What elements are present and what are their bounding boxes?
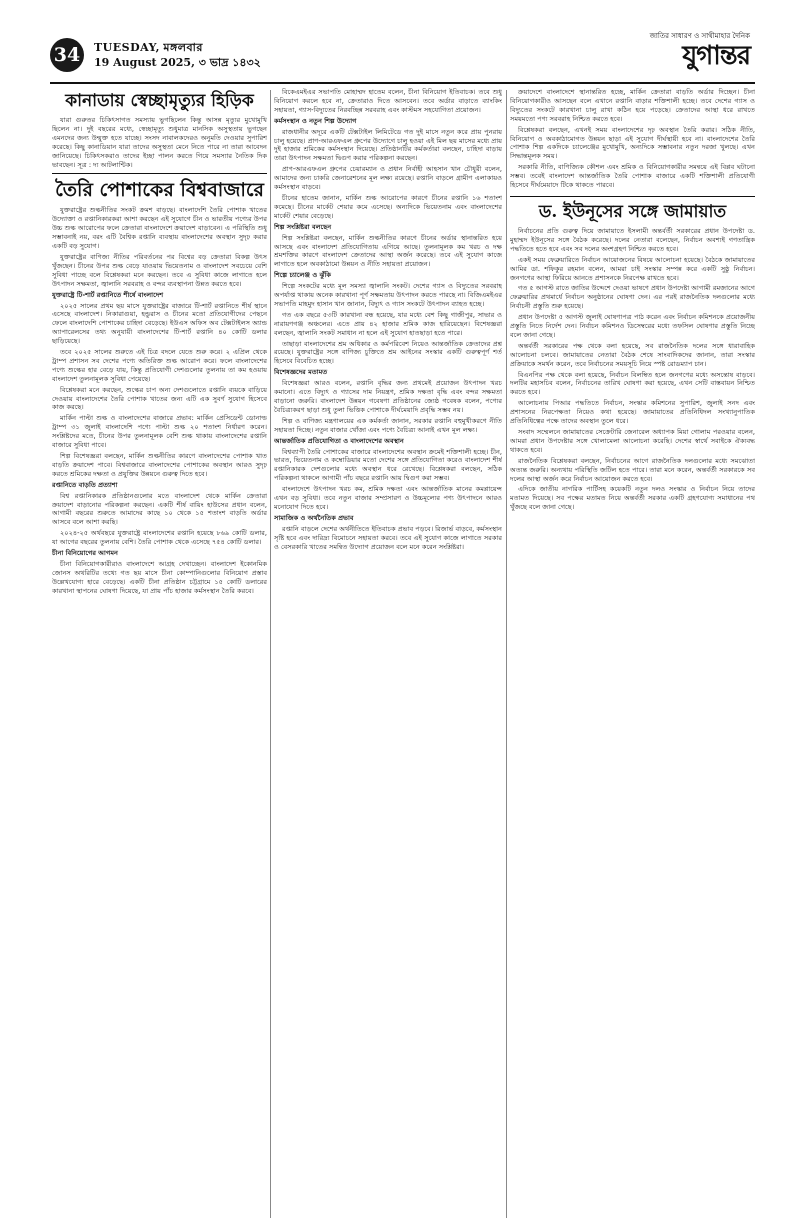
dateline xyxy=(94,40,394,70)
article-paragraph: বিএনপির পক্ষ থেকে বলা হয়েছে, নির্বাচন বিলম্বিত হলে জনগণের মধ্যে অসন্তোষ বাড়বে। দলটির মহাসচিব বলেন, নির্বাচনের তারিখ ঘোষণা করা হয়েছে, এখন সেটি বাস্তবায়ন নিশ্চিত করতে হবে। xyxy=(510,370,755,397)
headline-canada-euthanasia: কানাডায় স্বেচ্ছামৃত্যুর হিড়িক xyxy=(65,91,254,111)
column-divider xyxy=(506,90,507,1218)
subheading: যুক্তরাষ্ট্রে টি-শার্ট রপ্তানিতে শীর্ষে বাংলাদেশ xyxy=(52,290,164,299)
issue-date: 19 August 2025, ৩ ভাদ্র ১৪৩২ xyxy=(94,56,261,69)
article-paragraph: অন্তর্বর্তী সরকারের পক্ষ থেকে বলা হয়েছে, সব রাজনৈতিক দলের সঙ্গে ধারাবাহিক আলোচনা চলবে। জামায়াতের নেতারা বৈঠক শেষে সাংবাদিকদের জানান, তারা সংস্কার প্রক্রিয়াকে সমর্থন করেন, তবে নির্বাচনের সময়সূচি নিয়ে স্পষ্ট রোডম্যাপ চান। xyxy=(510,341,755,368)
column-right xyxy=(510,88,755,1218)
column-middle xyxy=(274,88,502,1218)
logo-tagline: জাতির সাধারণ ও সাথীমাহার দৈনিক xyxy=(649,32,750,40)
article-paragraph: রাজনৈতিক বিশ্লেষকরা বলছেন, নির্বাচনের আগে রাজনৈতিক দলগুলোর মধ্যে সমঝোতা অত্যন্ত জরুরি। অন্যথায় পরিস্থিতি জটিল হতে পারে। তারা মনে করেন, অন্তর্বর্তী সরকারকে সব দলের আস্থা অর্জন করে নির্বাচন আয়োজন করতে হবে। xyxy=(510,456,755,483)
headline-garments-world-market: তৈরি পোশাকের বিশ্ববাজারে xyxy=(52,173,267,202)
subheading: শিল্পে চ্যালেঞ্জ ও ঝুঁকি xyxy=(274,271,331,280)
article-paragraph: বিকেএমইএর সভাপতি মোহাম্মদ হাতেম বলেন, চীনা বিনিয়োগ ইতিবাচক। তবে শুধু বিনিয়োগ করলে হবে না, ক্রেতারাও দিতে আসবেন। তবে অর্ডার বাড়াতে ব্যাংকিং সহায়তা, গ্যাস-বিদ্যুতের নিরবচ্ছিন্ন সরবরাহ এবং কাস্টমস সহযোগিতা প্রয়োজন। xyxy=(274,88,502,114)
article-paragraph: মার্কিন পাল্টা শুল্ক ও বাংলাদেশের বাজারে প্রভাব: মার্কিন প্রেসিডেন্ট ডোনাল্ড ট্রাম্প ৩১ জুলাই বাংলাদেশি পণ্যে পাল্টা শুল্ক ২০ শতাংশ নির্ধারণ করেন। সংশ্লিষ্টদের মতে, চীনের উপর তুলনামূলক বেশি শুল্ক থাকায় বাংলাদেশের রপ্তানি বাজারে সুবিধা পাবে। xyxy=(52,414,267,450)
article-paragraph: যুক্তরাষ্ট্রের বাণিজ্য নীতির পরিবর্তনের পর বিশ্বের বড় ক্রেতারা বিকল্প উৎস খুঁজছেন। চীনের উপর শুল্ক বেড়ে যাওয়ায় ভিয়েতনাম ও বাংলাদেশ সবচেয়ে বেশি সুবিধা পাচ্ছে বলে বিশ্লেষকরা মনে করছেন। তবে এ সুবিধা কাজে লাগাতে হলে উৎপাদন সক্ষমতা, জ্বালানি সরবরাহ ও বন্দর ব্যবস্থাপনা উন্নত করতে হবে। xyxy=(52,252,267,288)
article-paragraph: বাংলাদেশে উৎপাদন খরচ কম, শ্রমিক দক্ষতা এবং আন্তর্জাতিক মানের কমপ্লায়েন্স এখন বড় সুবিধা। তবে নতুন বাজার সম্প্রসারণ ও উচ্চমূল্যের পণ্য উৎপাদনে আরও মনোযোগ দিতে হবে। xyxy=(274,485,502,511)
subheading: রপ্তানিতে বাড়তি প্রত্যাশা xyxy=(52,480,118,489)
masthead-rule xyxy=(50,82,755,84)
article-paragraph: রাজধানীর অদূরে একটি টেক্সটাইল লিমিটেডে গত দুই মাসে নতুন করে প্রায় পুনরায় চালু হয়েছে। প্রাণ-আরএফএল গ্রুপের উদ্যোগে চালু হওয়া এই মিল ছয় মাসের মধ্যে প্রায় দুই হাজার শ্রমিকের কর্মসংস্থান দিয়েছে। প্রতিষ্ঠানটির কর্মকর্তারা বলছেন, চাহিদা বাড়ায় তারা উৎপাদন সক্ষমতা দ্বিগুণ করার পরিকল্পনা করছেন। xyxy=(274,127,502,163)
masthead xyxy=(50,32,750,78)
weekday-bn: মঙ্গলবার xyxy=(163,41,203,54)
subheading: শিল্প সংশ্লিষ্টরা বলছেন xyxy=(274,222,332,231)
article-paragraph: শিল্পে সংকটের মধ্যে মূল সমস্যা জ্বালানি সংকট। দেশের গ্যাস ও বিদ্যুতের সরবরাহ অপর্যাপ্ত থাকায় অনেক কারখানা পূর্ণ সক্ষমতায় উৎপাদন করতে পারছে না। বিজিএমইএর সভাপতি মাহমুদ হাসান খান জানান, বিদ্যুৎ ও গ্যাস সংকটে উৎপাদন ব্যাহত হচ্ছে। xyxy=(274,282,502,308)
article-paragraph: শিল্প সংশ্লিষ্টরা বলছেন, মার্কিন শুল্কনীতির কারণে চীনের অর্ডার স্থানান্তরিত হয়ে আসছে এবং বাংলাদেশ প্রতিযোগিতায় এগিয়ে আছে। তুলনামূলক কম খরচ ও দক্ষ শ্রমশক্তির কারণে বাংলাদেশ ক্রেতাদের আস্থা অর্জন করেছে। তবে এই সুযোগ কাজে লাগাতে হলে অবকাঠামো উন্নয়ন ও নীতি সহায়তা প্রয়োজন। xyxy=(274,233,502,269)
article-paragraph: শিল্প বিশেষজ্ঞরা বলছেন, মার্কিন শুল্কনীতির কারণে বাংলাদেশের পোশাক খাত বাড়তি ক্রয়াদেশ পাবে। বিশ্ববাজারে বাংলাদেশের পোশাকের অবস্থান আরও সুদৃঢ় করতে শ্রমিকের দক্ষতা ও প্রযুক্তির উন্নয়নে গুরুত্ব দিতে হবে। xyxy=(52,452,267,478)
article-paragraph: রপ্তানি বাড়লে দেশের অর্থনীতিতে ইতিবাচক প্রভাব পড়বে। রিজার্ভ বাড়বে, কর্মসংস্থান সৃষ্টি হবে এবং দারিদ্র্য বিমোচনে সহায়তা করবে। তবে এই সুযোগ কাজে লাগাতে সরকার ও বেসরকারি খাতের সমন্বিত উদ্যোগ প্রয়োজন বলে মনে করেন সংশ্লিষ্টরা। xyxy=(274,524,502,551)
article-paragraph: প্রাণ-আরএফএল গ্রুপের চেয়ারম্যান ও প্রধান নির্বাহী আহসান খান চৌধুরী বলেন, আমাদের জন্য চাকরি জেনারেশনের মূল লক্ষ্য রয়েছে। রপ্তানি বাড়লে গ্রামীণ এলাকায়ও কর্মসংস্থান বাড়বে। xyxy=(274,165,502,192)
article-paragraph: ২০২৫ সালের প্রথম ছয় মাসে যুক্তরাষ্ট্রের বাজারে টি-শার্ট রপ্তানিতে শীর্ষ স্থানে এসেছে বাংলাদেশ। নিকারাগুয়া, হন্ডুরাস ও চীনের মতো প্রতিযোগীদের পেছনে ফেলে বাংলাদেশি পোশাকের চাহিদা বেড়েছে। ইউএস অফিস অব টেক্সটাইলস অ্যান্ড অ্যাপারেলসের তথ্য অনুযায়ী বাংলাদেশের টি-শার্ট রপ্তানি ৪০ কোটি ডলার ছাড়িয়েছে। xyxy=(52,301,267,346)
article-paragraph: একই সময় ফেব্রুয়ারিতে নির্বাচন আয়োজনের বিষয়ে আলোচনা হয়েছে। বৈঠকে জামায়াতের আমির ডা. শফিকুর রহমান বলেন, আমরা চাই সংস্কার সম্পন্ন করে একটি সুষ্ঠু নির্বাচন। জনগণের আস্থা ফিরিয়ে আনতে প্রশাসনকে নিরপেক্ষ রাখতে হবে। xyxy=(510,255,755,282)
article-paragraph: সরকারি নীতি, বাণিজ্যিক কৌশল এবং শ্রমিক ও বিনিয়োগকারীর সমন্বয়ে এই বিপ্লব ঘটানো সম্ভব। তবেই বাংলাদেশ আন্তর্জাতিক তৈরি পোশাক বাজারে একটি শক্তিশালী প্রতিযোগী হিসেবে দীর্ঘমেয়াদে টিকে থাকতে পারবে। xyxy=(510,163,755,190)
article-paragraph: চীনের হাতেম জানান, মার্কিন শুল্ক আরোপের কারণে চীনের রপ্তানি ১৬ শতাংশ কমেছে। চীনের মার্কেট শেয়ার কমে এসেছে। অন্যদিকে ভিয়েতনাম এবং বাংলাদেশের মার্কেট শেয়ার বেড়েছে। xyxy=(274,193,502,220)
article-paragraph: শিল্প ও বাণিজ্য মন্ত্রণালয়ের এক কর্মকর্তা জানান, সরকার রপ্তানি বহুমুখীকরণে নীতি সহায়তা দিচ্ছে। নতুন বাজার খোঁজা এবং পণ্যে বৈচিত্র্য আনাই এখন মূল লক্ষ্য। xyxy=(274,416,502,434)
column-divider xyxy=(270,90,271,1218)
newspaper-logo-block xyxy=(600,32,750,71)
subheading: চীনা বিনিয়োগের আগমন xyxy=(52,549,118,558)
article-paragraph: প্রধান উপদেষ্টা ৫ আগস্ট জুলাই ঘোষণাপত্র পাঠ করেন এবং নির্বাচন কমিশনকে প্রয়োজনীয় প্রস্তুতি নিতে নির্দেশ দেন। নির্বাচন কমিশনও ডিসেম্বরের মধ্যে তফসিল ঘোষণার প্রস্তুতি নিচ্ছে বলে জানা গেছে। xyxy=(510,313,755,339)
column-left xyxy=(52,88,267,1218)
article-paragraph: বিশ্ব রপ্তানিকারক প্রতিষ্ঠানগুলোর মতে বাংলাদেশ থেকে মার্কিন ক্রেতারা ক্রয়াদেশ বাড়ানোর পরিকল্পনা করছেন। একটি শীর্ষ বায়িং হাউসের প্রধান বলেন, আগামী বছরের শুরুতে আমাদের কাছে ১০ থেকে ১৫ শতাংশ বাড়তি অর্ডার আসবে বলে আশা করছি। xyxy=(52,491,267,527)
newspaper-logo: যুগান্তর xyxy=(682,41,750,71)
subheading: বিশেষজ্ঞদের মতামত xyxy=(274,368,328,377)
article-paragraph: তাছাড়া বাংলাদেশের শ্রম অধিকার ও কর্মপরিবেশ নিয়েও আন্তর্জাতিক ক্রেতাদের প্রশ্ন রয়েছে। যুক্তরাষ্ট্রের সঙ্গে বাণিজ্য চুক্তিতে শ্রম আইনের সংস্কার একটি গুরুত্বপূর্ণ শর্ত হিসেবে বিবেচিত হচ্ছে। xyxy=(274,339,502,366)
article-paragraph: আলোচনায় পিআর পদ্ধতিতে নির্বাচন, সংস্কার কমিশনের সুপারিশ, জুলাই সনদ এবং প্রশাসনের নিরপেক্ষতা নিয়েও কথা হয়েছে। জামায়াতের প্রতিনিধিদল সংখ্যানুপাতিক প্রতিনিধিত্বের পক্ষে তাদের অবস্থান তুলে ধরে। xyxy=(510,399,755,426)
article-paragraph: গত ৫ আগস্ট রাতে জাতির উদ্দেশে দেওয়া ভাষণে প্রধান উপদেষ্টা আগামী রমজানের আগে ফেব্রুয়ারির প্রথমার্ধে নির্বাচন অনুষ্ঠানের ঘোষণা দেন। এর পরই রাজনৈতিক দলগুলোর মধ্যে নির্বাচনী প্রস্তুতি শুরু হয়েছে। xyxy=(510,284,755,311)
weekday-en: TUESDAY, xyxy=(94,41,160,54)
headline-yunus-jamaat: ড. ইউনূসের সঙ্গে জামায়াত xyxy=(510,196,755,223)
article-paragraph: সংবাদ সম্মেলনে জামায়াতের সেক্রেটারি জেনারেল অধ্যাপক মিয়া গোলাম পরওয়ার বলেন, আমরা প্রধান উপদেষ্টার সঙ্গে খোলামেলা আলোচনা করেছি। দেশের স্বার্থে সবাইকে ঐক্যবদ্ধ থাকতে হবে। xyxy=(510,428,755,454)
subheading: কর্মসংস্থান ও নতুন শিল্প উদ্যোগ xyxy=(274,116,357,125)
article-paragraph: যুক্তরাষ্ট্রের শুল্কনীতির সংকট ক্রমশ বাড়ছে। বাংলাদেশি তৈরি পোশাক খাতের উদ্যোক্তা ও রপ্তানিকারকরা আশা করছেন এই সুযোগে চীন ও ভারতীয় পণ্যের উপর উচ্চ শুল্ক আরোপের ফলে ক্রেতারা বাংলাদেশে ক্রয়াদেশ বাড়াবেন। এ পরিস্থিতি শুধু সম্ভাবনাই নয়, বরং এটি বৈশ্বিক রপ্তানি ব্যবস্থায় বাংলাদেশের অবস্থান সুদৃঢ় করার একটি বড় সুযোগ। xyxy=(52,206,267,251)
article-paragraph: বিশেষজ্ঞরা আরও বলেন, রপ্তানি বৃদ্ধির জন্য প্রথমেই প্রয়োজন উৎপাদন খরচ কমানো। এতে বিদ্যুৎ ও গ্যাসের দাম নিয়ন্ত্রণ, শ্রমিক দক্ষতা বৃদ্ধি এবং বন্দর সক্ষমতা বাড়ানো জরুরি। বাংলাদেশ উন্নয়ন গবেষণা প্রতিষ্ঠানের জ্যেষ্ঠ গবেষক বলেন, পণ্যের বৈচিত্র্যকরণ ছাড়া শুধু তুলা ভিত্তিক পোশাকে দীর্ঘমেয়াদি প্রবৃদ্ধি সম্ভব নয়। xyxy=(274,379,502,414)
article-paragraph: নির্বাচনের প্রতি গুরুত্ব দিয়ে জামায়াতে ইসলামী অন্তর্বর্তী সরকারের প্রধান উপদেষ্টা ড. মুহাম্মদ ইউনূসের সঙ্গে বৈঠক করেছে। দলের নেতারা বলেছেন, নির্বাচন অবশ্যই গণতান্ত্রিক পদ্ধতিতে হতে হবে এবং সব দলের অংশগ্রহণ নিশ্চিত করতে হবে। xyxy=(510,226,755,253)
subheading: আন্তর্জাতিক প্রতিযোগিতা ও বাংলাদেশের অবস্থান xyxy=(274,436,404,445)
subheading: সামাজিক ও অর্থনৈতিক প্রভাব xyxy=(274,513,354,522)
article-paragraph: ক্রয়াদেশে বাংলাদেশে স্থানান্তরিত হচ্ছে, মার্কিন ক্রেতারা বাড়তি অর্ডার দিচ্ছেন। চীনা বিনিয়োগকারীও আসছেন বলে এখানে রপ্তানি বাড়ার শক্তিশালী হচ্ছে। তবে দেশের গ্যাস ও বিদ্যুতের সংকটে কারখানা চালু রাখা কঠিন হয়ে পড়েছে। ক্রেতাদের আস্থা ধরে রাখতে সময়মতো পণ্য সরবরাহ নিশ্চিত করতে হবে। xyxy=(510,88,755,123)
article-paragraph: যারা গুরুতর চিকিৎসাগত সমস্যায় ভুগছিলেন কিন্তু আসন্ন মৃত্যুর মুখোমুখি ছিলেন না। দুই বছরের মধ্যে, স্বেচ্ছামৃত্যু শুধুমাত্র মানসিক অসুস্থতায় ভুগছেন এমনদের জন্য উন্মুক্ত হতে যাচ্ছে। সংসদ নাবালকদেরও অনুমতি দেওয়ার সুপারিশ করেছে। কিছু কানাডিয়ান যারা তাদের অসুস্থতা মেনে নিতে পারে না তারা আবেদন জানিয়েছে। চিকিৎসকরাও তাদের ইচ্ছা পালন করতে গিয়ে সমস্যার নৈতিক দিক ভাবছেন। সূত্র : দ্য আটলান্টিক। xyxy=(52,116,267,169)
article-paragraph: বিশ্লেষকরা বলছেন, এখনই সময় বাংলাদেশের দৃঢ় অবস্থান তৈরি করার। সঠিক নীতি, বিনিয়োগ ও অবকাঠামোগত উন্নয়ন ছাড়া এই সুযোগ দীর্ঘস্থায়ী হবে না। বাংলাদেশের তৈরি পোশাক শিল্প একদিকে চ্যালেঞ্জের মুখোমুখি, অন্যদিকে সম্ভাবনার নতুন দরজা খুলছে। এখন সিদ্ধান্তমূলক সময়। xyxy=(510,125,755,161)
article-paragraph: এদিকে জাতীয় নাগরিক পার্টিসহ কয়েকটি নতুন দলও সংস্কার ও নির্বাচন নিয়ে তাদের মতামত দিয়েছে। সব পক্ষের মতামত নিয়ে অন্তর্বর্তী সরকার একটি গ্রহণযোগ্য সমাধানের পথ খুঁজছে বলে জানা গেছে। xyxy=(510,485,755,512)
article-paragraph: গত এক বছরে ৫৩টি কারখানা বন্ধ হয়েছে, যার মধ্যে বেশ কিছু গাজীপুর, সাভার ও নারায়ণগঞ্জ অঞ্চলের। এতে প্রায় ৪২ হাজার শ্রমিক কাজ হারিয়েছেন। বিশেষজ্ঞরা বলছেন, জ্বালানি সংকট সমাধান না হলে এই সুযোগ হাতছাড়া হতে পারে। xyxy=(274,310,502,337)
article-paragraph: তবে ২০২৫ সালের শুরুতে এই চিত্র বদলে যেতে শুরু করে। ২ এপ্রিল থেকে ট্রাম্প প্রশাসন সব দেশের পণ্যে অতিরিক্ত শুল্ক আরোপ করে। ফলে বাংলাদেশের পণ্যে শুল্কের হার বেড়ে যায়, কিন্তু প্রতিযোগী দেশগুলোর তুলনায় তা কম হওয়ায় বাংলাদেশ তুলনামূলক সুবিধা পেয়েছে। xyxy=(52,348,267,383)
article-paragraph: বিশ্বব্যাপী তৈরি পোশাকের বাজারে বাংলাদেশের অবস্থান ক্রমেই শক্তিশালী হচ্ছে। চীন, ভারত, ভিয়েতনাম ও কম্বোডিয়ার মতো দেশের সঙ্গে প্রতিযোগিতা করেও বাংলাদেশ শীর্ষ রপ্তানিকারক দেশগুলোর মধ্যে অবস্থান ধরে রেখেছে। বিশ্লেষকরা বলছেন, সঠিক পরিকল্পনা থাকলে আগামী পাঁচ বছরে রপ্তানি আয় দ্বিগুণ করা সম্ভব। xyxy=(274,447,502,483)
article-paragraph: বিশ্লেষকরা মনে করছেন, শুল্কের চাপ অন্য দেশগুলোতে রপ্তানি ব্যয়কে বাড়িয়ে দেওয়ায় বাংলাদেশের তৈরি পোশাক খাতের জন্য এটি এক সুবর্ণ সুযোগ হিসেবে কাজ করছে। xyxy=(52,385,267,412)
page-number: 34 xyxy=(50,38,84,72)
article-paragraph: চীনা বিনিয়োগকারীরাও বাংলাদেশে আগ্রহ দেখাচ্ছেন। বাংলাদেশ ইকোনমিক জোনস অথরিটির তথ্যে গত ছয় মাসে চীনা কোম্পানিগুলোর বিনিয়োগ প্রস্তাব উল্লেখযোগ্য হারে বেড়েছে। একটি চীনা প্রতিষ্ঠান চট্টগ্রামে ১৫ কোটি ডলারের কারখানা স্থাপনের ঘোষণা দিয়েছে, যা প্রায় পাঁচ হাজার কর্মসংস্থান তৈরি করবে। xyxy=(52,559,267,595)
article-paragraph: ২০২৪-২৫ অর্থবছরে যুক্তরাষ্ট্রে বাংলাদেশের রপ্তানি হয়েছে ৮৬৯ কোটি ডলার, যা আগের বছরের তুলনায় বেশি। তৈরি পোশাক থেকে এসেছে ৭৫৪ কোটি ডলার। xyxy=(52,529,267,547)
